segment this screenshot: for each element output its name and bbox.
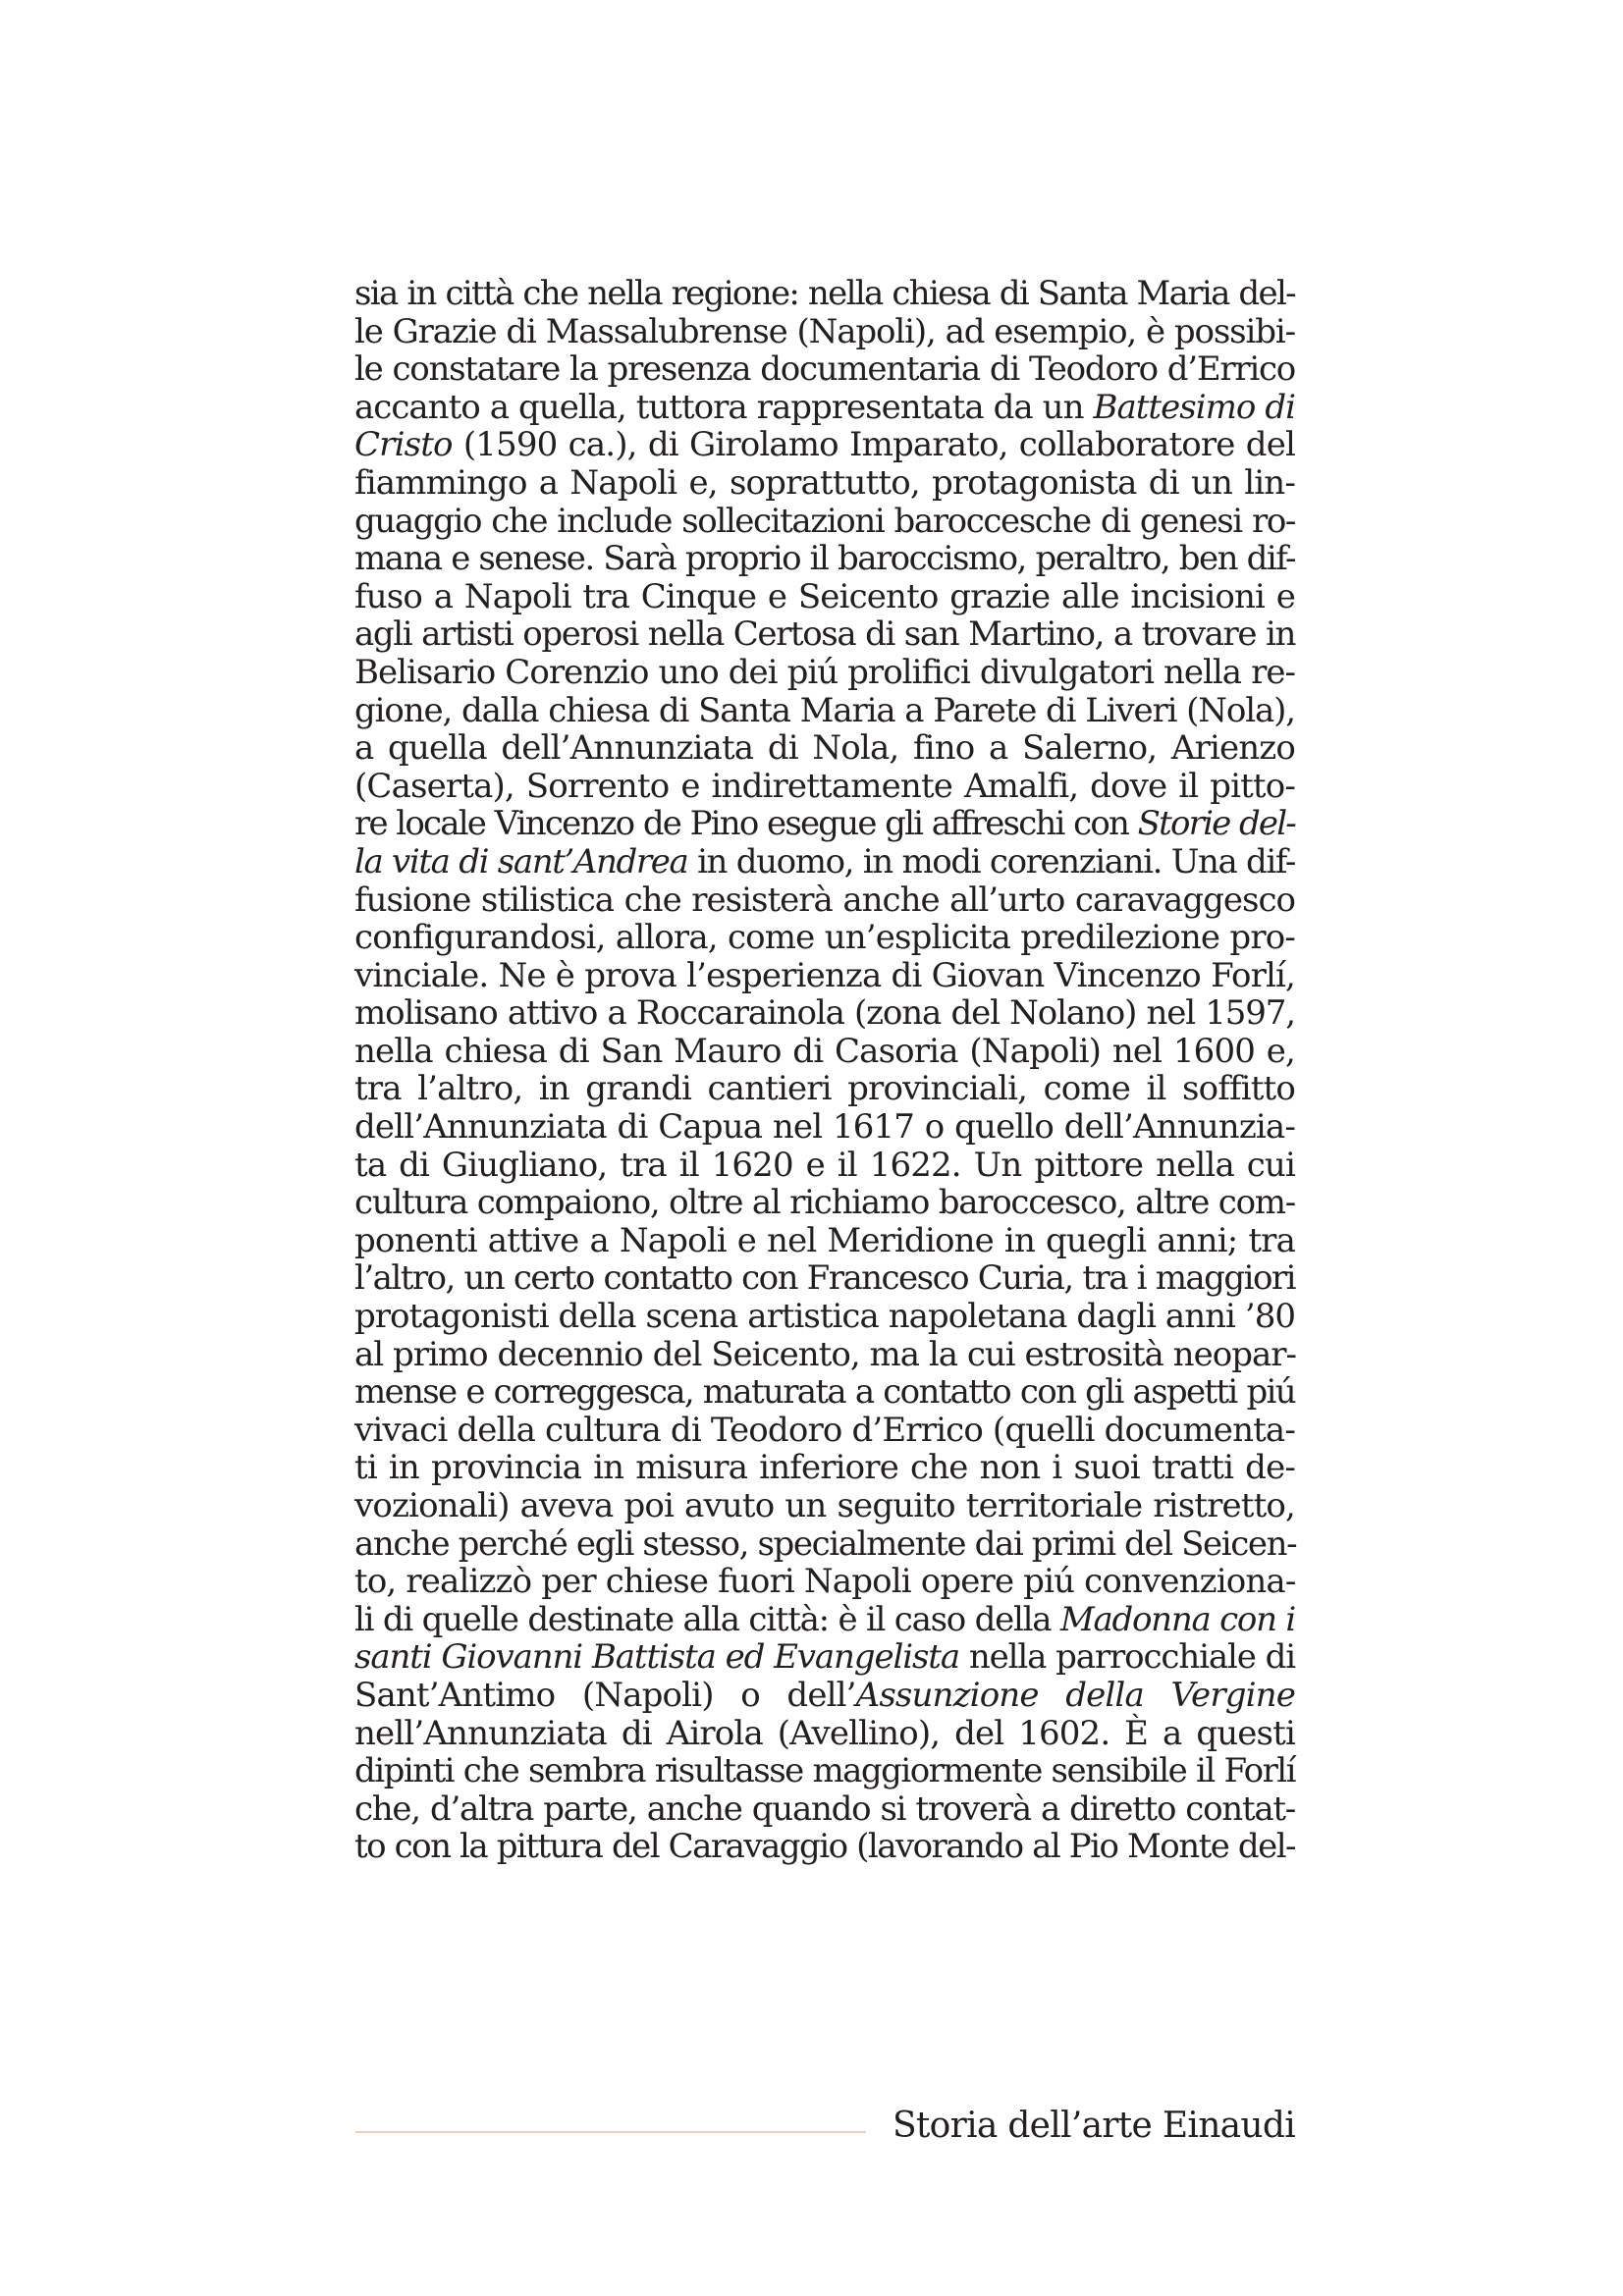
text-run: l’altro, un certo contatto con Francesco Curia, tra i maggiori [354, 1258, 1295, 1299]
footer-rule [355, 2131, 866, 2133]
text-run: re locale Vincenzo de Pino esegue gli affreschi con [354, 804, 1138, 844]
text-line [354, 426, 1295, 464]
text-run: agli artisti operosi nella Certosa di san Martino, a trovare in [354, 614, 1295, 655]
text-line [354, 1033, 1295, 1071]
text-line [354, 1487, 1295, 1525]
italic-title: santi Giovanni Battista ed Evangelista [354, 1637, 959, 1678]
footer-series-title: Storia dell’arte Einaudi [892, 2106, 1295, 2146]
text-line [354, 919, 1295, 957]
text-line [354, 1070, 1295, 1108]
text-run: to con la pittura del Caravaggio (lavorando al Pio Monte del- [354, 1827, 1295, 1867]
text-line [354, 1222, 1295, 1260]
text-line [354, 1108, 1295, 1147]
text-line [354, 1715, 1295, 1753]
text-run: nella parrocchiale di [958, 1637, 1295, 1678]
text-line [354, 1412, 1295, 1450]
italic-title: Battesimo di [1093, 387, 1295, 427]
text-line [354, 389, 1295, 427]
text-line [354, 1449, 1295, 1487]
text-run: gione, dalla chiesa di Santa Maria a Parete di Liveri (Nola), [354, 690, 1295, 730]
text-line [354, 957, 1295, 995]
text-line [354, 1336, 1295, 1374]
text-run: Sant’Antimo (Napoli) o dell’ [354, 1675, 856, 1715]
italic-title: Madonna con i [1059, 1599, 1295, 1639]
text-run: molisano attivo a Roccarainola (zona del Nolano) nel 1597, [354, 993, 1295, 1034]
text-run: dipinti che sembra risultasse maggiormente sensibile il Forlí [354, 1751, 1295, 1791]
text-run: vivaci della cultura di Teodoro d’Errico (quelli documenta- [354, 1410, 1295, 1450]
text-run: fuso a Napoli tra Cinque e Seicento grazie alle incisioni e [354, 576, 1295, 616]
text-line [354, 843, 1295, 881]
text-line [354, 1184, 1295, 1222]
text-run: (Caserta), Sorrento e indirettamente Amalfi, dove il pitto- [354, 766, 1295, 806]
text-line [354, 1828, 1295, 1866]
text-run: li di quelle destinate alla città: è il caso della [354, 1599, 1060, 1639]
text-run: protagonisti della scena artistica napoletana dagli anni ’80 [354, 1297, 1295, 1337]
body-text [354, 275, 1295, 1866]
text-line [354, 1601, 1295, 1639]
text-run: ponenti attive a Napoli e nel Meridione in quegli anni; tra [354, 1220, 1295, 1260]
text-run: fusione stilistica che resisterà anche all’urto caravaggesco [354, 880, 1295, 920]
text-line [354, 1373, 1295, 1412]
text-line [354, 692, 1295, 730]
text-line [354, 503, 1295, 541]
text-line [354, 578, 1295, 616]
text-run: accanto a quella, tuttora rappresentata da un [354, 387, 1094, 427]
text-run: vinciale. Ne è prova l’esperienza di Giovan Vincenzo Forlí, [354, 955, 1295, 995]
text-line [354, 994, 1295, 1033]
text-run: cultura compaiono, oltre al richiamo baroccesco, altre com- [354, 1183, 1295, 1223]
text-run: to, realizzò per chiese fuori Napoli opere piú convenziona- [354, 1562, 1296, 1602]
text-line [354, 1752, 1295, 1790]
text-line [354, 1638, 1295, 1677]
italic-title: la vita di sant’Andrea [354, 841, 688, 881]
text-line [354, 768, 1295, 806]
text-line [354, 1147, 1295, 1185]
text-run: Belisario Corenzio uno dei piú prolifici divulgatori nella re- [354, 652, 1295, 692]
text-run: le constatare la presenza documentaria di Teodoro d’Errico [354, 349, 1295, 390]
text-run: configurandosi, allora, come un’esplicita predilezione pro- [354, 918, 1295, 958]
text-line [354, 313, 1295, 351]
text-line [354, 275, 1295, 313]
text-run: nell’Annunziata di Airola (Avellino), del 1602. È a questi [354, 1713, 1295, 1753]
text-run: guaggio che include sollecitazioni baroccesche di genesi ro- [354, 501, 1295, 541]
text-line [354, 1525, 1295, 1564]
text-line [354, 1677, 1295, 1715]
text-line [354, 540, 1295, 578]
text-run: sia in città che nella regione: nella chiesa di Santa Maria del- [354, 274, 1295, 313]
text-line [354, 881, 1295, 920]
italic-title: Assunzione della Vergine [855, 1675, 1295, 1715]
text-line [354, 464, 1295, 503]
text-line [354, 654, 1295, 692]
italic-title: Storie del- [1137, 804, 1295, 844]
text-run: che, d’altra parte, anche quando si troverà a diretto contat- [354, 1789, 1295, 1829]
text-run: mense e correggesca, maturata a contatto con gli aspetti piú [354, 1372, 1295, 1413]
text-run: le Grazie di Massalubrense (Napoli), ad esempio, è possibi- [354, 311, 1295, 351]
text-run: dell’Annunziata di Capua nel 1617 o quello dell’Annunzia- [354, 1107, 1295, 1148]
text-line [354, 1563, 1295, 1601]
text-run: ta di Giugliano, tra il 1620 e il 1622. Un pittore nella cui [354, 1145, 1295, 1185]
text-line [354, 350, 1295, 389]
text-run: a quella dell’Annunziata di Nola, fino a Salerno, Arienzo [354, 728, 1295, 769]
text-line [354, 1259, 1295, 1298]
text-line [354, 615, 1295, 654]
text-run: fiammingo a Napoli e, soprattutto, protagonista di un lin- [354, 462, 1295, 503]
text-line [354, 805, 1295, 843]
text-run: anche perché egli stesso, specialmente dai primi del Seicen- [354, 1523, 1297, 1564]
text-run: in duomo, in modi corenziani. Una dif- [687, 841, 1295, 881]
text-run: al primo decennio del Seicento, ma la cui estrosità neopar- [354, 1334, 1297, 1374]
text-run: vozionali) aveva poi avuto un seguito territoriale ristretto, [354, 1486, 1295, 1525]
text-run: (1590 ca.), di Girolamo Imparato, collaboratore del [452, 425, 1295, 465]
text-line [354, 1298, 1295, 1336]
text-run: nella chiesa di San Mauro di Casoria (Napoli) nel 1600 e, [354, 1031, 1295, 1071]
text-run: ti in provincia in misura inferiore che non i suoi tratti de- [354, 1448, 1295, 1488]
text-line [354, 729, 1295, 768]
italic-title: Cristo [354, 425, 453, 465]
text-line [354, 1790, 1295, 1829]
text-run: mana e senese. Sarà proprio il baroccismo, peraltro, ben dif- [354, 539, 1295, 579]
text-run: tra l’altro, in grandi cantieri provinciali, come il soffitto [354, 1069, 1295, 1109]
